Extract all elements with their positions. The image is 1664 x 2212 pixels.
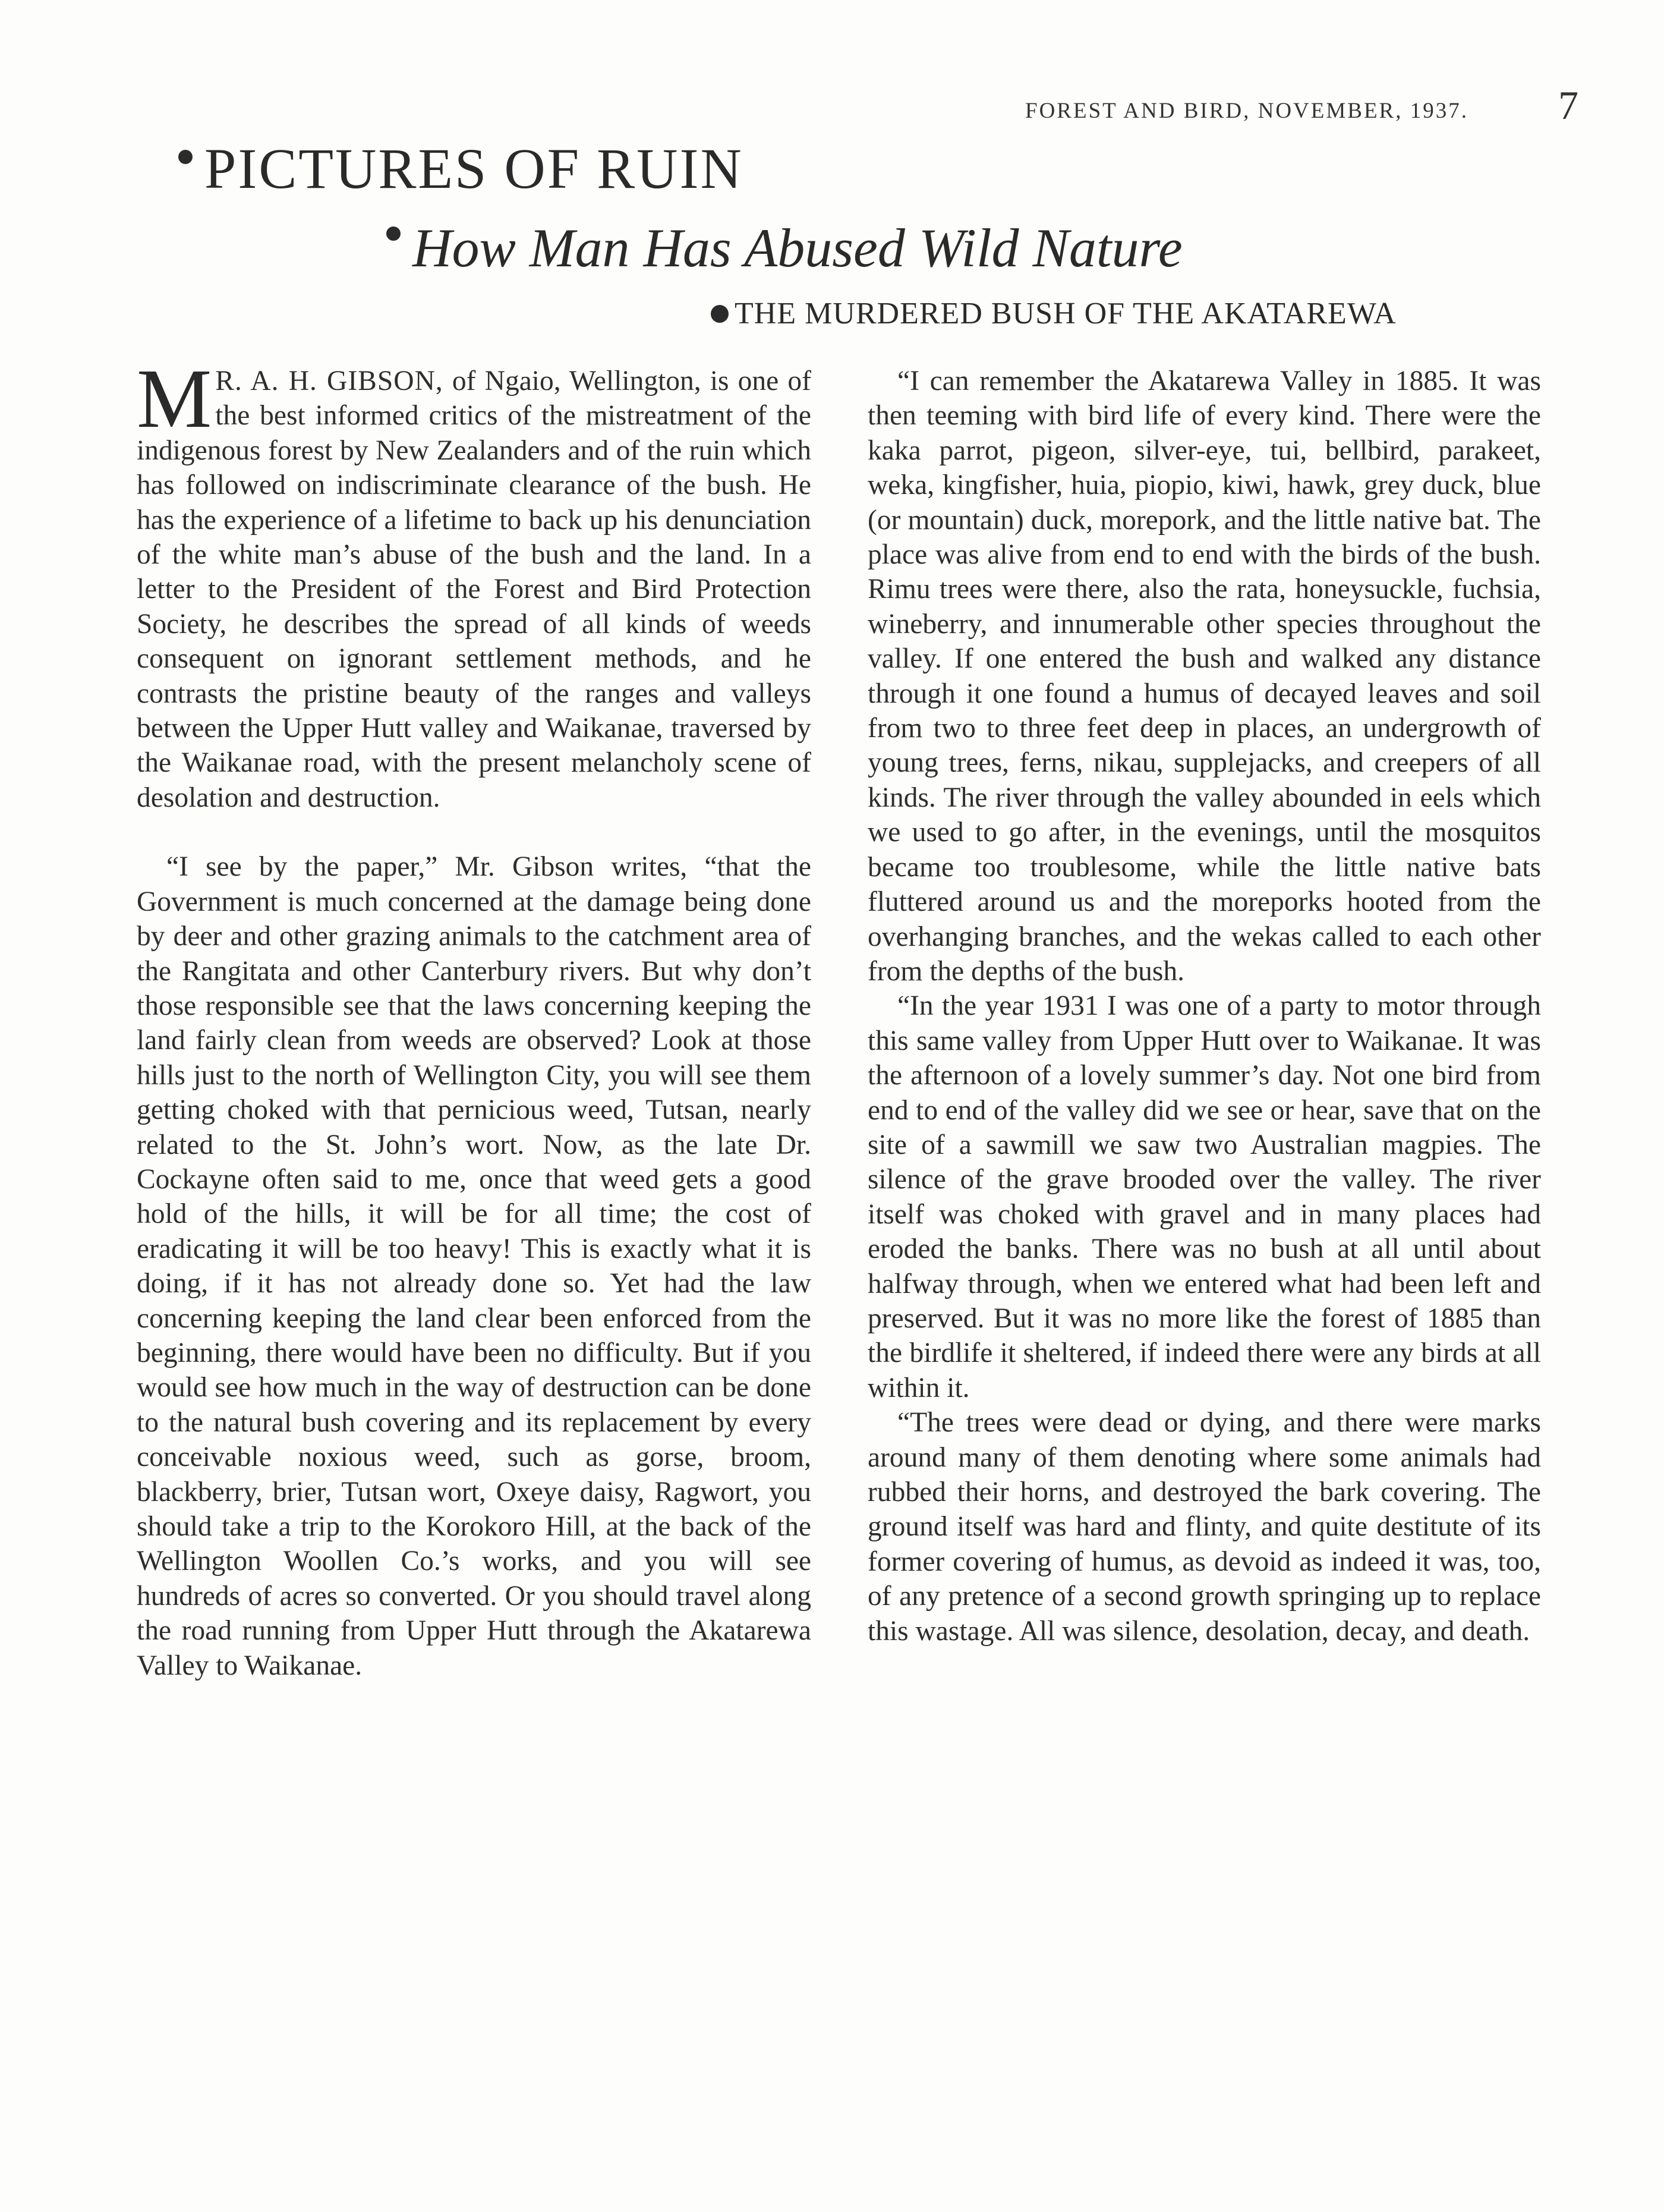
paragraph: “The trees were dead or dying, and there were marks around many of them denoting where some animals had rubbed their horns, and destroyed the bark covering. The ground itself was hard and flinty, and quite destitute of its former covering of humus, as devoid as indeed it was, too, of any pretence of a second growth springing up to replace this wastage. All was silence, desolation, decay, and death. [868, 1407, 1541, 1647]
paragraph: “In the year 1931 I was one of a party to motor through this same valley from Upper Hutt over to Waikanae. It was the afternoon of a lovely summer’s day. Not one bird from end to end of the valley did we see or hear, save that on the site of a sawmill we saw two Australian magpies. The silence of the grave brooded over the valley. The river itself was choked with gravel and in many places had eroded the banks. There was no bush at all until about halfway through, when we entered what had been left and preserved. But it was no more like the forest of 1885 than the birdlife it sheltered, if indeed there were any birds at all within it. [868, 990, 1541, 1404]
paragraph: “I can remember the Akatarewa Valley in 1885. It was then teeming with bird life of every kind. There were the kaka parrot, pigeon, silver-eye, tui, bellbird, parakeet, weka, kingfisher, huia, piopio, kiwi, hawk, grey duck, blue (or mountain) duck, morepork, and the little native bat. The place was alive from end to end with the birds of the bush. Rimu trees were there, also the rata, honeysuckle, fuchsia, wineberry, and innumerable other species throughout the valley. If one entered the bush and walked any distance through it one found a humus of decayed leaves and soil from two to three feet deep in places, an undergrowth of young trees, ferns, nikau, supplejacks, and creepers of all kinds. The river through the valley abounded in eels which we used to go after, in the evenings, until the mosquitos became too troublesome, while the little native bats fluttered around us and the moreporks hooted from the overhanging branches, and the wekas called to each other from the depths of the bush. [868, 366, 1541, 987]
running-head: FOREST AND BIRD, NOVEMBER, 1937. [1025, 99, 1468, 123]
bullet-icon [386, 226, 401, 241]
article-subtitle [386, 216, 1183, 279]
section-heading-text: THE MURDERED BUSH OF THE AKATAREWA [735, 297, 1397, 331]
article-title-text: PICTURES OF RUIN [204, 137, 743, 200]
left-column [137, 351, 811, 1683]
paragraph-text: of Ngaio, Wellington, is one of the best informed critics of the mistreatment of the indigenous forest by New Zealanders and of the ruin which has followed on indiscriminate clearance of the bush. He has the experience of a lifetime to back up his denunciation of the white man’s abuse of the bush and the land. In a letter to the President of the Forest and Bird Protection Society, he describes the spread of all kinds of weeds consequent on ignorant settlement methods, and he contrasts the pristine beauty of the ranges and valleys between the Upper Hutt valley and Waikanae, traversed by the Waikanae road, with the present melancholy scene of desolation and destruction. [137, 366, 811, 813]
article-subtitle-text: How Man Has Abused Wild Nature [412, 218, 1183, 278]
bullet-icon [711, 305, 729, 323]
bullet-icon [178, 150, 193, 164]
drop-cap: M [137, 351, 212, 445]
paragraph: “I see by the paper,” Mr. Gibson writes, “that the Government is much concerned at the damage being done by deer and other grazing animals to the catchment area of the Rangitata and other Canterbury rivers. But why don’t those responsible see that the laws concerning keeping the land fairly clean from weeds are observed? Look at those hills just to the north of Wellington City, you will see them getting choked with that pernicious weed, Tutsan, nearly related to the St. John’s wort. Now, as the late Dr. Cockayne often said to me, once that weed gets a good hold of the hills, it will be for all time; the cost of eradicating it will be too heavy! This is exactly what it is doing, if it has not already done so. Yet had the law concerning keeping the land clear been enforced from the beginning, there would have been no difficulty. But if you would see how much in the way of destruction can be done to the natural bush covering and its replacement by every conceivable noxious weed, such as gorse, broom, blackberry, brier, Tutsan wort, Oxeye daisy, Ragwort, you should take a trip to the Korokoro Hill, at the back of the Wellington Woollen Co.’s works, and you will see hundreds of acres so converted. Or you should travel along the road running from Upper Hutt through the Akatarewa Valley to Waikanae. [137, 851, 811, 1681]
lead-caps: R. A. H. GIBSON, [215, 366, 443, 397]
page-number: 7 [1558, 83, 1578, 128]
paragraph [137, 351, 811, 815]
right-column [868, 364, 1541, 1648]
section-heading [711, 296, 1397, 331]
article-title [178, 136, 743, 202]
